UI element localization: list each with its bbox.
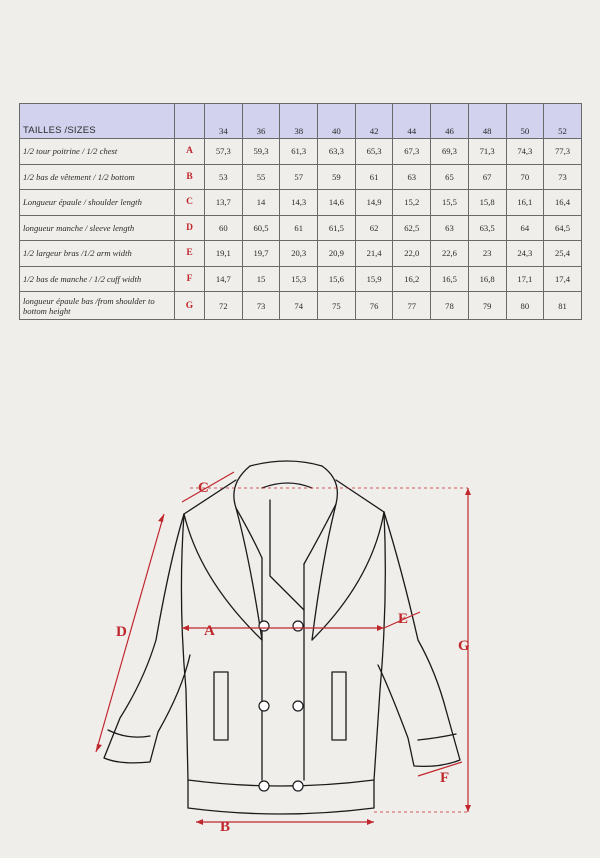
- table-row: [20, 266, 582, 292]
- measurement-cell: 63,5: [468, 215, 506, 241]
- jacket-measurement-diagram: [0, 440, 600, 858]
- measurement-cell: 70: [506, 164, 544, 190]
- size-header-cell: 44: [393, 104, 431, 139]
- row-code: B: [175, 164, 205, 190]
- measurement-cell: 19,1: [205, 241, 243, 267]
- measurement-cell: 62: [355, 215, 393, 241]
- row-code: E: [175, 241, 205, 267]
- row-label: Longueur épaule / shoulder length: [20, 190, 175, 216]
- measurement-cell: 74,3: [506, 139, 544, 165]
- row-code: G: [175, 292, 205, 320]
- measurement-cell: 65: [431, 164, 469, 190]
- measurement-cell: 22,6: [431, 241, 469, 267]
- table-header-label: TAILLES /SIZES: [20, 104, 175, 139]
- measurement-lines: [96, 472, 471, 825]
- row-label: longueur manche / sleeve length: [20, 215, 175, 241]
- measurement-cell: 61,3: [280, 139, 318, 165]
- measurement-cell: 55: [242, 164, 280, 190]
- measurement-cell: 13,7: [205, 190, 243, 216]
- size-header-cell: 34: [205, 104, 243, 139]
- measurement-cell: 24,3: [506, 241, 544, 267]
- size-header-cell: 52: [544, 104, 582, 139]
- measurement-cell: 77,3: [544, 139, 582, 165]
- measurement-cell: 16,1: [506, 190, 544, 216]
- measurement-cell: 77: [393, 292, 431, 320]
- measurement-cell: 72: [205, 292, 243, 320]
- size-header-cell: 50: [506, 104, 544, 139]
- row-code: A: [175, 139, 205, 165]
- measurement-cell: 71,3: [468, 139, 506, 165]
- measurement-cell: 60,5: [242, 215, 280, 241]
- measure-label-b: B: [220, 819, 231, 835]
- measurement-cell: 15,9: [355, 266, 393, 292]
- table-row: [20, 190, 582, 216]
- jacket-buttons: [259, 621, 303, 791]
- measurement-cell: 15,5: [431, 190, 469, 216]
- measurement-cell: 73: [242, 292, 280, 320]
- row-label: 1/2 tour poitrine / 1/2 chest: [20, 139, 175, 165]
- measurement-cell: 63,3: [318, 139, 356, 165]
- row-code: C: [175, 190, 205, 216]
- measurement-cell: 14,7: [205, 266, 243, 292]
- measurement-cell: 16,5: [431, 266, 469, 292]
- measurement-cell: 21,4: [355, 241, 393, 267]
- size-header-cell: 42: [355, 104, 393, 139]
- measurement-cell: 61: [280, 215, 318, 241]
- measurement-cell: 75: [318, 292, 356, 320]
- table-header-code-cell: [175, 104, 205, 139]
- measurement-cell: 59: [318, 164, 356, 190]
- measurement-cell: 15,8: [468, 190, 506, 216]
- measurement-cell: 67: [468, 164, 506, 190]
- measurement-cell: 74: [280, 292, 318, 320]
- measurement-cell: 14,9: [355, 190, 393, 216]
- row-label: longueur épaule bas /from shoulder to bottom height: [20, 292, 175, 320]
- measurement-cell: 14,3: [280, 190, 318, 216]
- measure-label-e: E: [398, 611, 409, 627]
- measurement-cell: 53: [205, 164, 243, 190]
- measurement-cell: 20,3: [280, 241, 318, 267]
- measurement-cell: 78: [431, 292, 469, 320]
- size-header-cell: 36: [242, 104, 280, 139]
- jacket-outline: [104, 461, 460, 814]
- measurement-cell: 64,5: [544, 215, 582, 241]
- measure-label-a: A: [204, 623, 215, 639]
- table-row: [20, 241, 582, 267]
- measurement-cell: 19,7: [242, 241, 280, 267]
- measurement-cell: 20,9: [318, 241, 356, 267]
- measurement-cell: 23: [468, 241, 506, 267]
- measurement-cell: 61,5: [318, 215, 356, 241]
- measurement-cell: 80: [506, 292, 544, 320]
- size-header-cell: 48: [468, 104, 506, 139]
- measurement-cell: 62,5: [393, 215, 431, 241]
- size-header-cell: 40: [318, 104, 356, 139]
- row-label: 1/2 bas de manche / 1/2 cuff width: [20, 266, 175, 292]
- measurement-cell: 15: [242, 266, 280, 292]
- measurement-cell: 15,6: [318, 266, 356, 292]
- measure-label-c: C: [198, 480, 209, 496]
- measurement-cell: 17,1: [506, 266, 544, 292]
- table-row: [20, 139, 582, 165]
- measurement-cell: 79: [468, 292, 506, 320]
- row-label: 1/2 bas de vêtement / 1/2 bottom: [20, 164, 175, 190]
- measurement-cell: 61: [355, 164, 393, 190]
- measure-label-d: D: [116, 624, 127, 640]
- measurement-cell: 16,4: [544, 190, 582, 216]
- row-code: F: [175, 266, 205, 292]
- row-code: D: [175, 215, 205, 241]
- size-chart-table: [19, 103, 582, 320]
- measurement-cell: 16,8: [468, 266, 506, 292]
- measure-label-g: G: [458, 638, 470, 654]
- measurement-cell: 67,3: [393, 139, 431, 165]
- measurement-cell: 81: [544, 292, 582, 320]
- table-row: [20, 164, 582, 190]
- size-header-cell: 38: [280, 104, 318, 139]
- measurement-cell: 64: [506, 215, 544, 241]
- measurement-cell: 76: [355, 292, 393, 320]
- measurement-cell: 60: [205, 215, 243, 241]
- table-row: [20, 292, 582, 320]
- measurement-cell: 25,4: [544, 241, 582, 267]
- measurement-cell: 22,0: [393, 241, 431, 267]
- table-row: [20, 215, 582, 241]
- measurement-cell: 57,3: [205, 139, 243, 165]
- measurement-cell: 57: [280, 164, 318, 190]
- measurement-cell: 69,3: [431, 139, 469, 165]
- measurement-cell: 14: [242, 190, 280, 216]
- table-header-row: [20, 104, 582, 139]
- row-label: 1/2 largeur bras /1/2 arm width: [20, 241, 175, 267]
- measurement-cell: 73: [544, 164, 582, 190]
- measurement-cell: 63: [393, 164, 431, 190]
- measurement-cell: 63: [431, 215, 469, 241]
- size-header-cell: 46: [431, 104, 469, 139]
- measurement-cell: 14,6: [318, 190, 356, 216]
- measurement-cell: 16,2: [393, 266, 431, 292]
- measurement-cell: 65,3: [355, 139, 393, 165]
- measurement-cell: 15,2: [393, 190, 431, 216]
- measurement-cell: 15,3: [280, 266, 318, 292]
- measure-label-f: F: [440, 770, 450, 786]
- measurement-cell: 17,4: [544, 266, 582, 292]
- measurement-cell: 59,3: [242, 139, 280, 165]
